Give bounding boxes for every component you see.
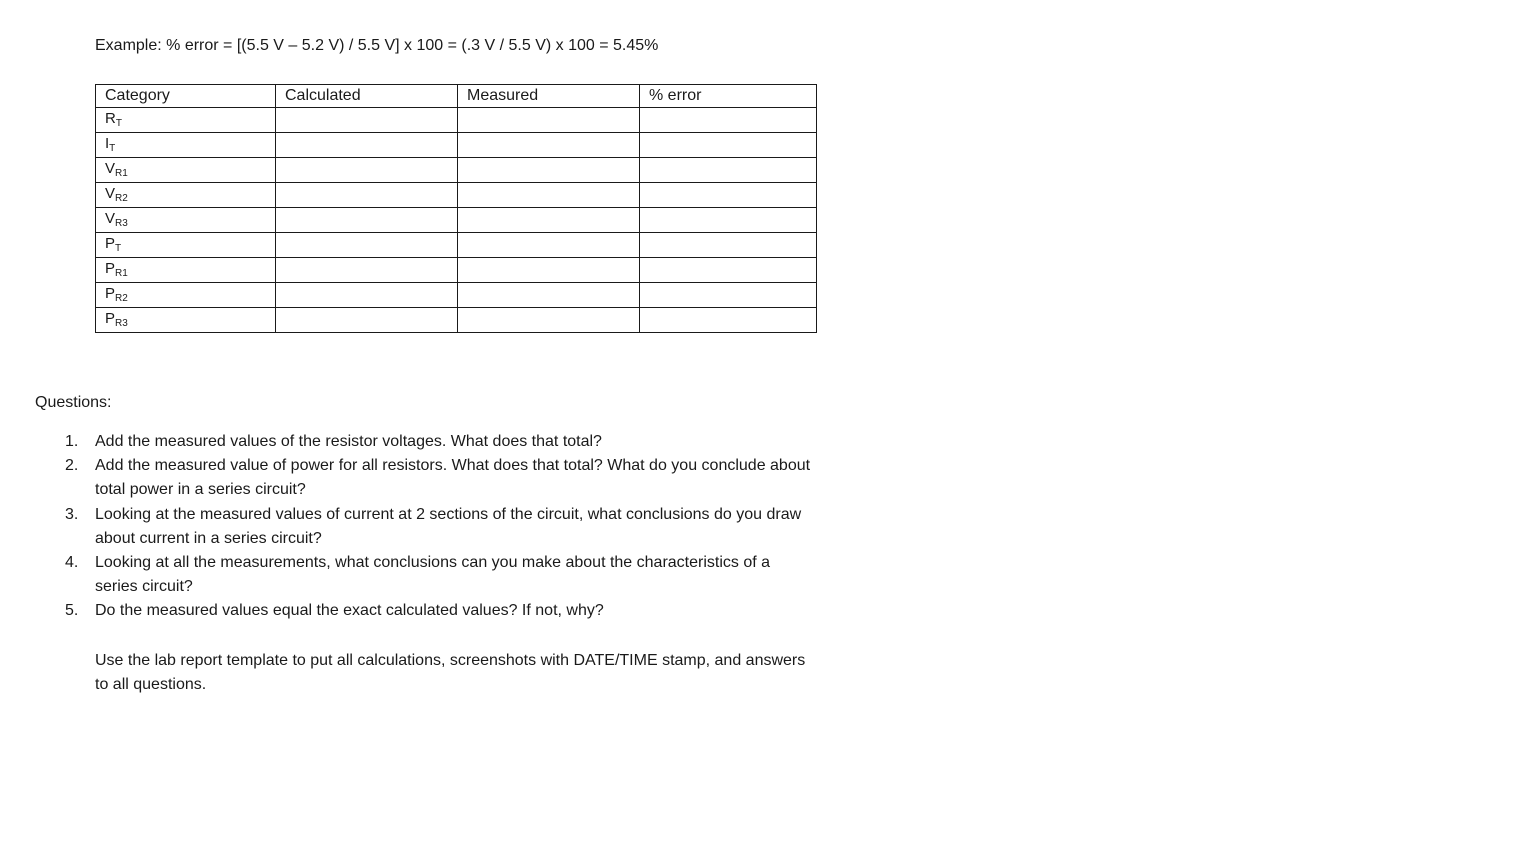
- category-subscript: R1: [115, 168, 128, 179]
- table-row: [96, 308, 817, 333]
- measured-cell: [458, 158, 640, 183]
- question-number: 3.: [65, 505, 79, 523]
- table-header-row: [96, 85, 817, 108]
- calculated-cell: [276, 233, 458, 258]
- question-text: Do the measured values equal the exact calculated values? If not, why?: [95, 602, 604, 620]
- category-subscript: R1: [115, 268, 128, 279]
- questions-heading: Questions:: [35, 394, 112, 411]
- header-measured: Measured: [458, 85, 640, 108]
- question-text: Add the measured value of power for all resistors. What does that total? What do you conclude about total power in a series circuit?: [95, 457, 811, 499]
- category-cell: [96, 283, 276, 308]
- category-subscript: R3: [115, 318, 128, 329]
- calculated-cell: [276, 308, 458, 333]
- category-subscript: R2: [115, 293, 128, 304]
- category-symbol: V: [105, 160, 116, 177]
- measured-cell: [458, 108, 640, 133]
- category-cell: [96, 208, 276, 233]
- category-symbol: V: [105, 210, 116, 227]
- category-cell: [96, 158, 276, 183]
- table-row: [96, 233, 817, 258]
- question-item: [65, 599, 815, 623]
- question-number: 5.: [65, 602, 79, 620]
- table-row: [96, 258, 817, 283]
- calculated-cell: [276, 283, 458, 308]
- table-row: [96, 183, 817, 208]
- question-text: Add the measured values of the resistor voltages. What does that total?: [95, 433, 602, 450]
- question-item: [65, 551, 815, 599]
- header-percent-error: % error: [640, 85, 817, 108]
- percent-error-cell: [640, 208, 817, 233]
- percent-error-cell: [640, 183, 817, 208]
- category-subscript: T: [115, 118, 122, 129]
- measured-cell: [458, 183, 640, 208]
- table-row: [96, 158, 817, 183]
- table-row: [96, 283, 817, 308]
- category-symbol: P: [105, 285, 116, 302]
- percent-error-cell: [640, 233, 817, 258]
- category-subscript: T: [115, 243, 122, 254]
- category-symbol: P: [105, 310, 116, 327]
- percent-error-cell: [640, 108, 817, 133]
- table-row: [96, 133, 817, 158]
- calculated-cell: [276, 133, 458, 158]
- measured-cell: [458, 208, 640, 233]
- question-item: [65, 454, 815, 502]
- question-number: 1.: [65, 433, 79, 450]
- category-subscript: R3: [115, 218, 128, 229]
- question-number: 4.: [65, 554, 79, 572]
- measured-cell: [458, 283, 640, 308]
- closing-instructions: Use the lab report template to put all calculations, screenshots with DATE/TIME stamp, and answers to all questions.: [95, 652, 806, 694]
- calculated-cell: [276, 108, 458, 133]
- category-cell: [96, 258, 276, 283]
- example-formula: Example: % error = [(5.5 V – 5.2 V) / 5.5 V] x 100 = (.3 V / 5.5 V) x 100 = 5.45%: [95, 37, 659, 54]
- measurement-table: [95, 84, 817, 333]
- calculated-cell: [276, 208, 458, 233]
- category-symbol: V: [105, 185, 116, 202]
- category-symbol: R: [105, 110, 116, 127]
- category-cell: [96, 133, 276, 158]
- category-subscript: R2: [115, 193, 128, 204]
- table-row: [96, 208, 817, 233]
- question-text: Looking at the measured values of current at 2 sections of the circuit, what conclusions do you draw about current in a series circuit?: [95, 505, 802, 547]
- category-cell: [96, 308, 276, 333]
- header-calculated: Calculated: [276, 85, 458, 108]
- category-symbol: P: [105, 260, 116, 277]
- percent-error-cell: [640, 158, 817, 183]
- measured-cell: [458, 233, 640, 258]
- table-row: [96, 108, 817, 133]
- percent-error-cell: [640, 283, 817, 308]
- percent-error-cell: [640, 133, 817, 158]
- calculated-cell: [276, 158, 458, 183]
- question-list: [65, 430, 815, 624]
- question-text: Looking at all the measurements, what conclusions can you make about the characteristics of a series circuit?: [95, 554, 771, 596]
- question-number: 2.: [65, 457, 79, 475]
- question-item: [65, 430, 815, 454]
- category-symbol: P: [105, 235, 116, 252]
- percent-error-cell: [640, 258, 817, 283]
- percent-error-cell: [640, 308, 817, 333]
- category-symbol: I: [105, 135, 110, 152]
- measured-cell: [458, 133, 640, 158]
- category-cell: [96, 108, 276, 133]
- category-subscript: T: [109, 143, 116, 154]
- measured-cell: [458, 308, 640, 333]
- calculated-cell: [276, 183, 458, 208]
- measured-cell: [458, 258, 640, 283]
- table-body: [96, 108, 817, 333]
- question-item: [65, 503, 815, 551]
- category-cell: [96, 233, 276, 258]
- category-cell: [96, 183, 276, 208]
- calculated-cell: [276, 258, 458, 283]
- header-category: Category: [96, 85, 276, 108]
